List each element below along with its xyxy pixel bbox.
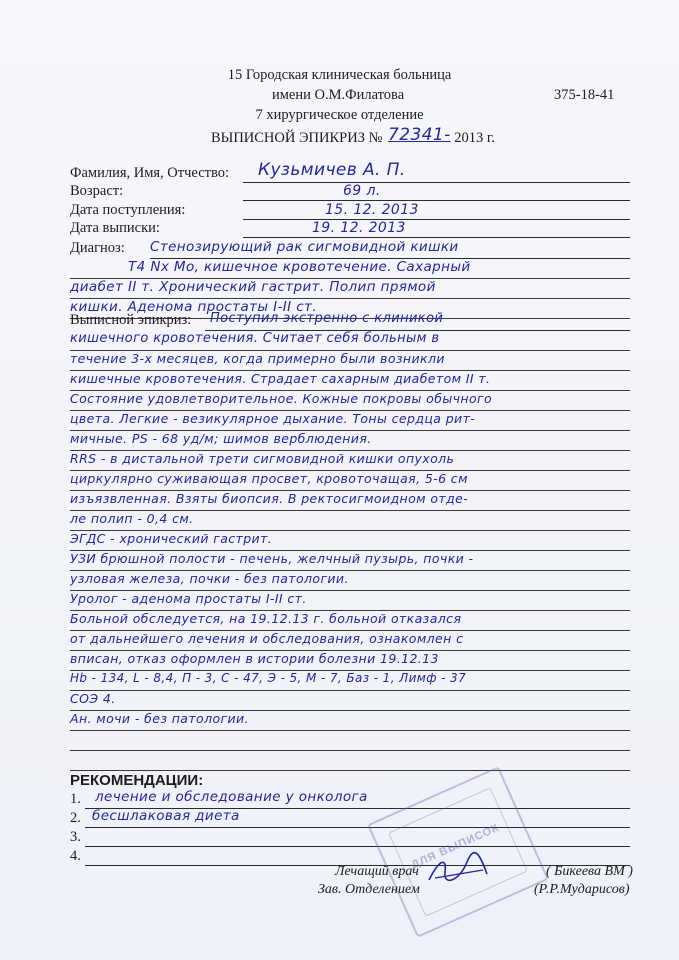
head-of-department-name: (Р.Р.Мударисов) [534,882,630,897]
epicrisis-text-line: Hb - 134, L - 8,4, П - 3, С - 47, Э - 5, М - 7, Баз - 1, Лимф - 37 [70,671,467,685]
document-title-prefix: ВЫПИСНОЙ ЭПИКРИЗ № [211,130,383,146]
diagnosis-text-2: T4 Nx Mo, кишечное кровотечение. Сахарный [128,259,471,275]
epicrisis-text-line: течение 3-х месяцев, когда примерно были возникли [70,351,445,366]
doctor-label: Лечащий врач [335,864,419,879]
epicrisis-text-line: от дальнейшего лечения и обследования, ознакомлен с [70,631,464,646]
patient-name-line [243,182,630,183]
discharge-date-line [243,237,630,238]
epicrisis-text-line: RRS - в дистальной трети сигмовидной кишки опухоль [70,451,455,466]
recommendation-num: 2. [70,810,81,826]
epicrisis-text-line: Ан. мочи - без патологии. [70,711,249,726]
epicrisis-text-line: изъязвленная. Взяты биопсия. В ректосигмоидном отде- [70,491,469,506]
diagnosis-text-4: кишки. Аденома простаты I-II ст. [70,299,318,315]
diagnosis-label: Диагноз: [70,240,125,256]
hospital-name: 15 Городская клиническая больница [227,67,452,83]
epicrisis-text-line: СОЭ 4. [70,691,116,706]
recommendations-label: РЕКОМЕНДАЦИИ: [70,772,204,789]
epicrisis-text-line: циркулярно суживающая просвет, кровоточащая, 5-6 см [70,471,468,486]
document-year: 2013 г. [454,130,495,146]
patient-name-value: Кузьмичев А. П. [258,160,406,180]
epicrisis-text-line: кишечные кровотечения. Страдает сахарным диабетом II т. [70,371,491,386]
patient-name-label: Фамилия, Имя, Отчество: [70,165,230,181]
recommendation-num: 4. [70,848,81,864]
epicrisis-text-line: ле полип - 0,4 см. [70,511,194,526]
recommendation-text: бесшлаковая диета [92,808,240,824]
epicrisis-text-line: ЭГДС - хронический гастрит. [70,531,273,546]
epicrisis-rule [70,770,630,771]
head-of-department-label: Зав. Отделением [318,882,420,897]
age-value: 69 л. [343,183,381,199]
department-name: 7 хирургическое отделение [255,107,424,123]
epicrisis-text-line: Состояние удовлетворительное. Кожные покровы обычного [70,391,493,406]
discharge-date-value: 19. 12. 2013 [312,220,406,236]
epicrisis-rule [70,690,630,691]
hospital-phone: 375-18-41 [554,87,615,103]
age-line [243,200,630,201]
doctor-name: ( Бикеева ВМ ) [546,864,633,879]
document-title [211,127,495,147]
epicrisis-rule [70,730,630,731]
recommendation-line [85,827,630,828]
epicrisis-label: Выписной эпикриз: [70,312,192,328]
record-number: 72341- [388,125,451,145]
epicrisis-text-line: Уролог - аденома простаты I-II ст. [70,591,307,606]
admission-date-label: Дата поступления: [70,202,186,218]
discharge-date-label: Дата выписки: [70,220,160,236]
epicrisis-text-line: УЗИ брюшной полости - печень, желчный пузырь, почки - [70,551,474,566]
epicrisis-text-line: мичные. PS - 68 уд/м; шимов верблюдения. [70,431,372,446]
recommendation-num: 3. [70,829,81,845]
diagnosis-text-1: Стенозирующий рак сигмовидной кишки [150,239,459,255]
epicrisis-text-line: Поступил экстренно с клиникой [210,311,444,326]
admission-date-value: 15. 12. 2013 [325,202,419,218]
admission-date-line [243,219,630,220]
recommendation-text: лечение и обследование у онколога [95,789,368,805]
recommendation-num: 1. [70,791,81,807]
age-label: Возраст: [70,183,124,199]
hospital-named-after: имени О.М.Филатова [272,87,405,103]
epicrisis-text-line: цвета. Легкие - везикулярное дыхание. Тоны сердца рит- [70,411,476,426]
epicrisis-text-line: узловая железа, почки - без патологии. [70,571,349,586]
doctor-signature [425,850,495,890]
diagnosis-text-3: диабет II т. Хронический гастрит. Полип прямой [70,279,436,295]
epicrisis-text-line: кишечного кровотечения. Считает себя больным в [70,331,440,346]
epicrisis-text-line: вписан, отказ оформлен в истории болезни 19.12.13 [70,651,439,666]
recommendation-line [85,846,630,847]
epicrisis-text-line: Больной обследуется, на 19.12.13 г. больной отказался [70,611,462,626]
epicrisis-rule [70,750,630,751]
stamp-text: ДЛЯ ВЫПИСОК [409,821,502,872]
